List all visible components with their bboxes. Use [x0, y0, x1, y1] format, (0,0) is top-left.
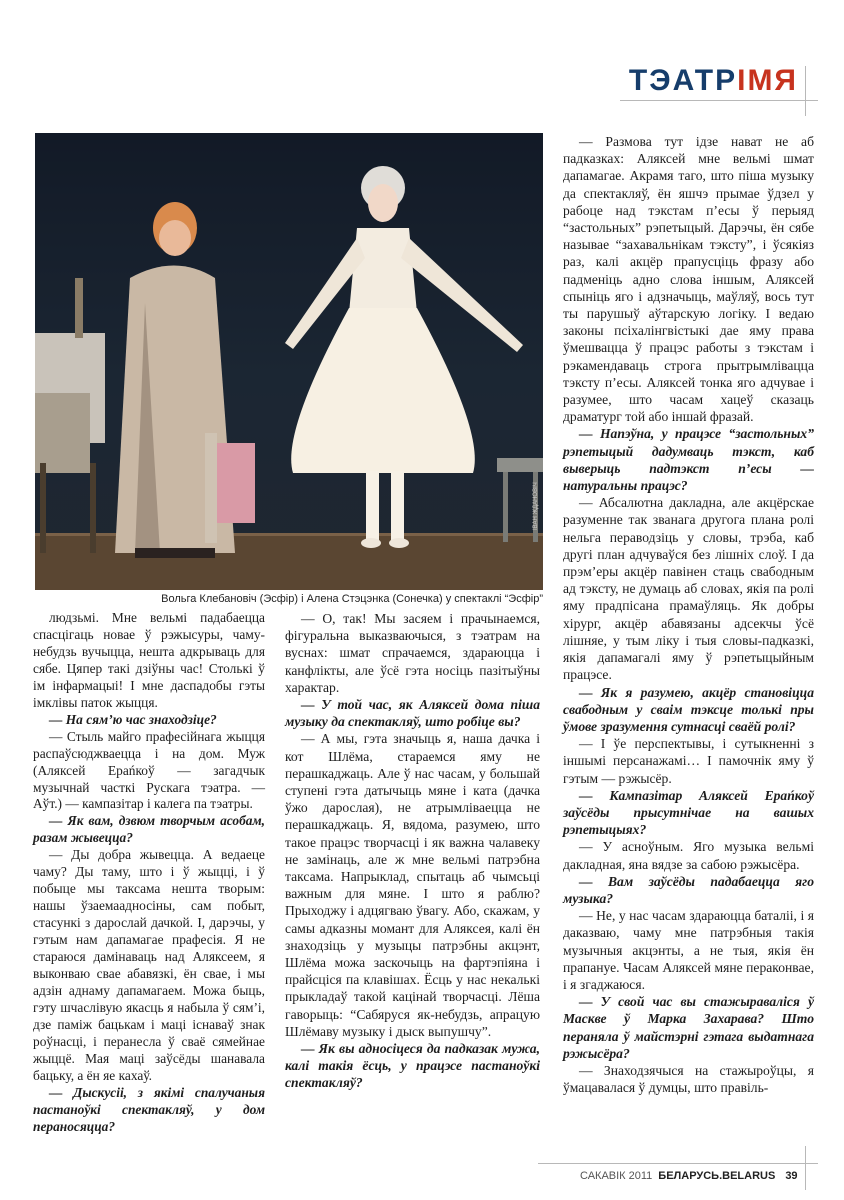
interview-question: — Як вам, дзвюм творчым асобам, разам жывецца? [33, 813, 265, 846]
interview-paragraph: — Знаходзячыся на стажыроўцы, я ўмацавалася ў думцы, што правіль- [563, 1062, 814, 1096]
interview-question: — Як я разумею, акцёр становіцца свабодным у сваім тэксце толькі пры ўмове зразумення сутнасці сваёй ролі? [563, 684, 814, 734]
footer-rule [538, 1163, 818, 1164]
interview-paragraph: людзьмі. Мне вельмі падабаецца спасцігаць новае ў рэжысуры, чаму-небудзь вучыцца, нешта адкрываць для сябе. Цяпер такі дзіўны час! Столькі ў ім інфармацыі! І мне даспадобы гэты імклівы паток жыцця. [33, 610, 265, 710]
interview-paragraph: — Не, у нас часам здараюцца баталіі, і я даказваю, чаму мне патрэбныя такія музычныя акцэнты, а не тыя, якія ён прапануе. Часам Аляксей мяне пераконвае, і я згаджаюся. [563, 908, 814, 992]
page-number: 39 [785, 1170, 798, 1182]
issue-date: САКАВІК 2011 [580, 1170, 653, 1182]
section-title-part1: ТЭАТР [628, 64, 738, 97]
interview-paragraph: — Стыль майго прафесійнага жыцця распаўсюджваецца і на дом. Муж (Аляксей Ераńкоў — загадчык музычнай часткі Рускага тэатра. — Аўт.) — кампазітар і калега па тэатры. [33, 728, 265, 812]
interview-paragraph: — У асноўным. Яго музыка вельмі дакладная, яна вядзе за сабою рэжысёра. [563, 839, 814, 872]
interview-paragraph: — І ўе перспектывы, і сутыкненні з іншымі персанажамі… І памочнік яму ў гэтым — рэжысёр. [563, 736, 814, 786]
footer-rule-vertical [805, 1146, 806, 1190]
theatre-photo [35, 133, 543, 590]
interview-question: — Як вы адносіцеся да падказак мужа, калі такія ёсць, у працэсе пастаноўкі спектакляў? [285, 1041, 540, 1091]
interview-paragraph: — Абсалютна дакладна, але акцёрскае разуменне так званага другога плана ролі нельга пераводзіць у словы, трэба, каб другі план адчуваўся без лішніх слоў. І да прэм’еры акцёр павінен стаць свабодным ад тэксту, не думаць аб словах, якія па ролі яму прадпісана прамаўляць. Як добры хірург, акцёр абавязаны адсекчы ўсё лішняе, у тым ліку і тыя словы-падказкі, якія дапамагалі яму ў рэпетыцыйным працэсе. [563, 495, 814, 683]
article-column-3 [563, 133, 814, 1096]
interview-question: — Вам заўсёды падабаецца яго музыка? [563, 873, 814, 906]
interview-question: — Кампазітар Аляксей Ераńкоў заўсёды прысутнічае на вашых рэпетыцыях? [563, 787, 814, 838]
article-column-2 [285, 610, 540, 1092]
interview-paragraph: — О, так! Мы засяем і прачынаемся, фігуральна выказваючыся, з тэатрам на вуснах: шмат спрачаемся, здараюцца і канфлікты, але ўсё гэта носіць пазітыўны характар. [285, 611, 540, 695]
section-title [629, 64, 798, 98]
magazine-name: БЕЛАРУСЬ.BELARUS [658, 1170, 776, 1182]
header-rule-vertical [805, 66, 806, 116]
photo-credit: ІВАН ЖДАНОВІЧ [533, 482, 539, 530]
interview-question: — У свой час вы стажыраваліся ў Маскве ў Марка Захарава? Што пераняла ў майстэрні гэтага выдатнага рэжысёра? [563, 994, 814, 1061]
header-rule [620, 100, 818, 101]
interview-paragraph: — А мы, гэта значыць я, наша дачка і кот Шлёма, стараемся яму не перашкаджаць. Але ў нас часам, у большай ступені гэта датычыць мяне і ката (дачка ўжо дарослая), не атрымліваецца не перашкаджаць. Я, вядома, разумею, што такое працэс творчасці і як важна чалавеку не замінаць, але ж мне вельмі патрэбна таксама. Напрыклад, спытаць аб чымсьці важным для мяне. І што я раблю? Прыходжу і адцягваю ўвагу. Або, скажам, у самы адказны момант для Аляксея, калі ён знаходзіць у музыцы патрэбны акцэнт, Шлёма можа заскочыць на фартэпіяна і прайсціся па клавішах. Ёсць у нас некалькі прыкладаў такой кацінай творчасці. Лёша гаворыць: “Сабяруся як-небудзь, апрацую Шлёмаву музыку і дыск выпушчу”. [285, 731, 540, 1039]
section-title-part2: ІМЯ [737, 64, 798, 97]
photo-caption: Вольга Клебановіч (Эсфір) і Алена Стэцэнка (Сонечка) у спектаклі “Эсфір” [161, 593, 543, 605]
interview-question: — У той час, як Аляксей дома піша музыку да спектакляў, што робіце вы? [285, 697, 540, 730]
interview-question: — На сям’ю час знаходзіце? [49, 711, 217, 727]
interview-question: — Напэўна, у працэсе “застольных” рэпетыцый дадумваць тэкст, каб выверыць падтэкст п’есы — натуральны працэс? [563, 426, 814, 494]
interview-question: — Дыскусіі, з якімі спалучаныя пастаноўкі спектакляў, у дом пераносяцца? [33, 1084, 265, 1134]
interview-paragraph: — Ды добра жывецца. А ведаеце чаму? Ды таму, што і ў жыцці, і ў побыце мы таксама нешта творым: нашы ўзаемаадносіны, сам побыт, стасункі з дарослай дачкой. І, дарэчы, у гэтым нам дапамагае прафесія. Я не стараюся дамінаваць над Аляксеем, я выконваю свае абавязкі, ён свае, і мы адзін аднаму дапамагаем. Можа быць, гэту шчаслівую якасць я набыла ў сям’і, дзе паміж бацькам і маці існаваў знак роўнасці, і перанесла ў сваё сямейнае жыццё. Мая маці заўсёды шанавала бацьку, а ён яе кахаў. [33, 847, 265, 1083]
interview-paragraph: — Размова тут ідзе нават не аб падказках: Аляксей мне вельмі шмат дапамагае. Акрамя таго, што піша музыку да спектакляў, ён яшчэ прымае ўдзел у рабоце над тэкстам п’есы ў перыяд “застольных” рэпетыцый. Дарэчы, ён сябе называе “захавальнікам тэксту”, і ўсякіяз раз, калі акцёр прапусціць фразу або падменіць адно слова іншым, Аляксей спыніць яго і адзначыць, маўляў, вось тут ты парушыў аўтарскую логіку. І ведаю законы псіхалінгвістыкі дае яму права ўмешвацца ў працэс работы з тэкстам і рэкамендаваць строга прытрымлівацца тэксту п’есы. Аляксей тонка яго адчувае і разумее, што часам хацеў сказаць драматург той або іншай фразай. [563, 134, 814, 425]
article-column-1 [33, 610, 265, 1136]
stage-scene-illustration [35, 133, 543, 590]
page-footer [580, 1170, 800, 1182]
